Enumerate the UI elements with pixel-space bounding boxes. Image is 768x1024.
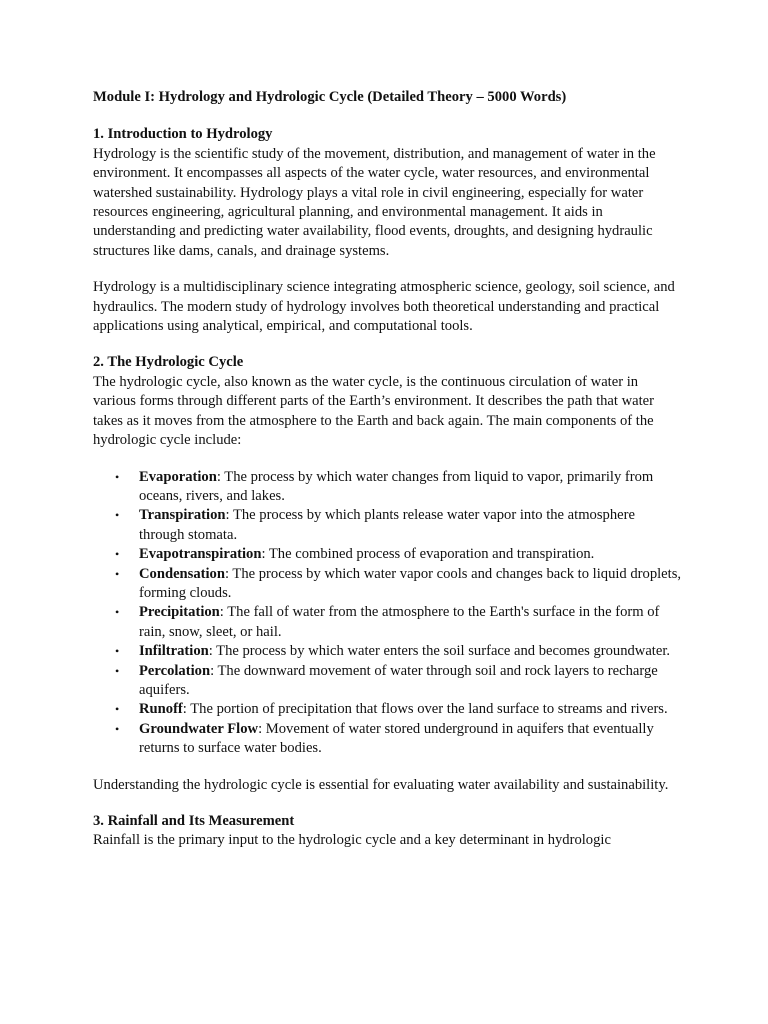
term-description: : The process by which water changes from liquid to vapor, primarily from oceans, rivers, and lakes. <box>139 468 654 504</box>
component-list <box>93 468 683 759</box>
paragraph: Hydrology is a multidisciplinary science integrating atmospheric science, geology, soil science, and hydraulics. The modern study of hydrology involves both theoretical understanding and practical applications using analytical, empirical, and computational tools. <box>93 279 675 335</box>
paragraph: Hydrology is the scientific study of the movement, distribution, and management of water in the environment. It encompasses all aspects of the water cycle, water resources, and environmental watershed sustainability. Hydrology plays a vital role in civil engineering, especially for water resources engineering, agricultural planning, and environmental management. It aids in understanding and predicting water availability, flood events, droughts, and designing hydraulic structures like dams, canals, and drainage systems. <box>93 145 656 259</box>
term-description: : The process by which water vapor cools and changes back to liquid droplets, forming clouds. <box>139 565 682 601</box>
term-description: : The portion of precipitation that flows over the land surface to streams and rivers. <box>182 701 668 718</box>
term-description: : The process by which plants release water vapor into the atmosphere through stomata. <box>139 507 635 543</box>
list-item <box>115 700 683 719</box>
list-item <box>115 720 683 759</box>
term-label: Percolation <box>139 662 211 679</box>
term-description: : The process by which water enters the soil surface and becomes groundwater. <box>208 643 671 660</box>
document-body <box>93 88 683 851</box>
bullet-icon: • <box>115 547 120 562</box>
term-label: Evapotranspiration <box>139 546 262 563</box>
term-label: Infiltration <box>139 643 209 660</box>
term-description: : Movement of water stored underground in aquifers that eventually returns to surface water bodies. <box>139 720 654 757</box>
section-heading: 1. Introduction to Hydrology <box>93 126 273 143</box>
section-rainfall <box>93 812 683 851</box>
term-label: Condensation <box>139 565 225 582</box>
list-item <box>115 642 683 661</box>
bullet-icon: • <box>115 663 120 678</box>
list-item <box>115 565 683 604</box>
term-label: Transpiration <box>139 507 226 524</box>
section-heading: 3. Rainfall and Its Measurement <box>93 813 295 829</box>
list-item <box>115 506 683 545</box>
bullet-icon: • <box>115 469 120 484</box>
term-description: : The downward movement of water through soil and rock layers to recharge aquifers. <box>139 662 658 698</box>
bullet-icon: • <box>115 605 120 620</box>
list-item <box>115 468 683 507</box>
term-label: Evaporation <box>139 468 217 485</box>
paragraph: Understanding the hydrologic cycle is essential for evaluating water availability and sustainability. <box>93 776 669 793</box>
list-item <box>115 662 683 701</box>
term-label: Runoff <box>139 701 183 718</box>
section-hydrologic-cycle <box>93 353 683 795</box>
bullet-icon: • <box>115 721 120 736</box>
term-description: : The combined process of evaporation and transpiration. <box>261 546 595 563</box>
section-introduction <box>93 125 683 336</box>
bullet-icon: • <box>115 566 120 581</box>
paragraph: Rainfall is the primary input to the hydrologic cycle and a key determinant in hydrologic <box>93 832 611 849</box>
bullet-icon: • <box>115 508 120 523</box>
document-title: Module I: Hydrology and Hydrologic Cycle (Detailed Theory – 5000 Words) <box>93 89 567 105</box>
section-heading: 2. The Hydrologic Cycle <box>93 354 244 371</box>
bullet-icon: • <box>115 702 120 717</box>
term-label: Precipitation <box>139 604 220 621</box>
list-item <box>115 603 683 642</box>
paragraph: The hydrologic cycle, also known as the water cycle, is the continuous circulation of water in various forms through different parts of the Earth’s environment. It describes the path that water takes as it moves from the atmosphere to the Earth and back again. The main components of the hydrologic cycle include: <box>93 373 655 449</box>
term-description: : The fall of water from the atmosphere to the Earth's surface in the form of rain, snow, sleet, or hail. <box>139 604 660 640</box>
term-label: Groundwater Flow <box>139 720 259 737</box>
list-item <box>115 545 683 564</box>
bullet-icon: • <box>115 644 120 659</box>
